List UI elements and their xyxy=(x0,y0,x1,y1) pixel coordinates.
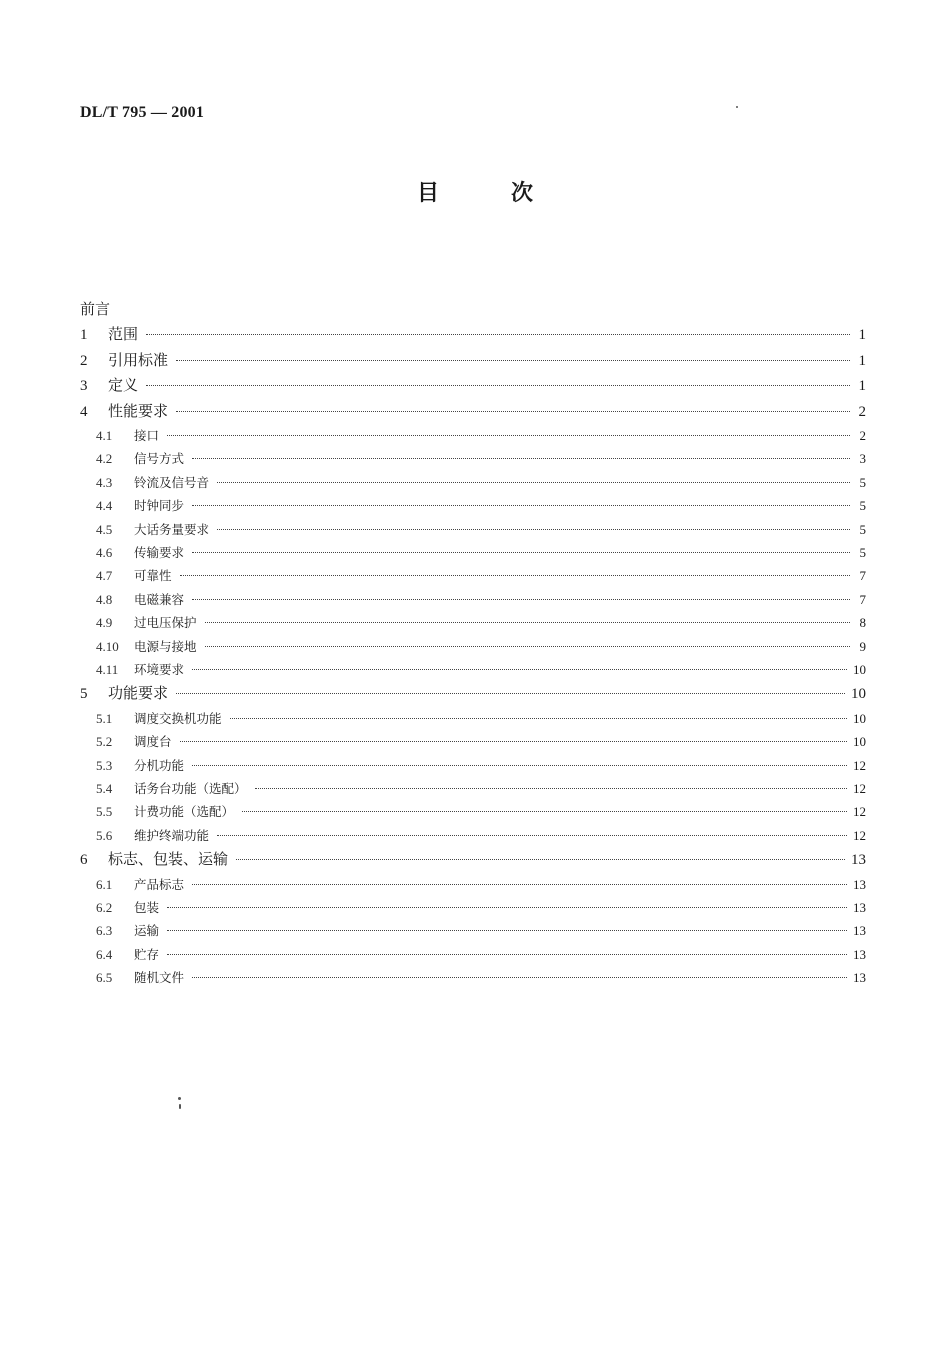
toc-entry[interactable] xyxy=(80,564,866,587)
toc-entry[interactable] xyxy=(80,847,866,873)
toc-entry-number: 5.6 xyxy=(96,827,113,843)
toc-entry-number: 3 xyxy=(80,378,88,394)
toc-entry-label: 话务台功能（选配） xyxy=(134,780,247,796)
toc-entry-page: 13 xyxy=(853,900,866,916)
toc-entry-label: 接口 xyxy=(134,428,160,443)
toc-entry-number: 2 xyxy=(80,352,88,369)
toc-entry[interactable] xyxy=(80,588,866,611)
dot-leader xyxy=(167,435,850,436)
toc-entry[interactable] xyxy=(80,348,866,374)
toc-entry-number: 4.7 xyxy=(96,568,113,584)
toc-entry-number: 5.1 xyxy=(96,710,113,726)
toc-entry-label: 定义 xyxy=(108,376,139,394)
toc-entry-number: 4.2 xyxy=(96,451,113,467)
toc-entry[interactable] xyxy=(80,824,866,847)
toc-entry-page: 5 xyxy=(859,474,866,490)
dot-leader xyxy=(205,622,850,623)
toc-entry-page: 12 xyxy=(853,757,866,773)
scan-speck xyxy=(179,1104,181,1109)
toc-entry-page: 5 xyxy=(859,498,866,514)
toc-entry-page: 10 xyxy=(853,661,866,677)
toc-entry-label: 性能要求 xyxy=(108,401,169,420)
dot-leader xyxy=(167,907,847,908)
toc-entry-label: 可靠性 xyxy=(134,568,172,584)
toc-entry-label: 随机文件 xyxy=(134,970,185,986)
toc-entry-page: 13 xyxy=(853,923,866,939)
toc-entry[interactable] xyxy=(80,873,866,896)
toc-entry[interactable] xyxy=(80,658,866,681)
toc-entry-label: 调度交换机功能 xyxy=(134,710,222,726)
toc-entry-page: 13 xyxy=(853,876,866,892)
dot-leader xyxy=(192,977,847,978)
toc-entry[interactable] xyxy=(80,800,866,823)
toc-entry[interactable] xyxy=(80,399,866,425)
toc-entry-number: 6.4 xyxy=(96,946,113,962)
dot-leader xyxy=(180,741,847,742)
table-of-contents xyxy=(80,298,866,990)
title-char-2: 次 xyxy=(511,181,534,206)
dot-leader xyxy=(167,930,847,931)
dot-leader xyxy=(167,954,847,955)
toc-entry-page: 8 xyxy=(859,615,866,631)
toc-entry-page: 10 xyxy=(853,734,866,750)
toc-entry-number: 6.5 xyxy=(96,970,113,986)
dot-leader xyxy=(205,646,850,647)
toc-entry[interactable] xyxy=(80,919,866,942)
toc-entry-page: 5 xyxy=(859,544,866,560)
dot-leader xyxy=(192,599,850,600)
toc-entry-number: 4.11 xyxy=(96,661,119,677)
toc-entry-number: 4.5 xyxy=(96,521,113,537)
toc-entry-label: 功能要求 xyxy=(108,684,169,703)
dot-leader xyxy=(146,334,850,335)
dot-leader xyxy=(217,529,850,530)
toc-entry[interactable] xyxy=(80,424,866,447)
toc-entry-number: 5.2 xyxy=(96,734,113,750)
toc-entry-page: 12 xyxy=(853,804,866,820)
toc-entry-label: 大话务量要求 xyxy=(134,521,210,537)
toc-entry-number: 4.9 xyxy=(96,615,113,631)
toc-entry[interactable] xyxy=(80,681,866,707)
dot-leader xyxy=(192,552,850,553)
toc-entry-label: 产品标志 xyxy=(134,876,185,892)
toc-entry-label: 电源与接地 xyxy=(134,638,197,654)
toc-entry-label: 铃流及信号音 xyxy=(134,474,210,490)
toc-entry-page: 1 xyxy=(858,378,866,394)
dot-leader xyxy=(255,788,847,789)
toc-entry-label: 过电压保护 xyxy=(134,615,197,631)
toc-entry-label: 引用标准 xyxy=(108,350,169,369)
scan-speck xyxy=(178,1097,181,1100)
dot-leader xyxy=(192,458,850,459)
title-char-1: 目 xyxy=(416,181,439,206)
toc-entry[interactable] xyxy=(80,471,866,494)
toc-entry-number: 4.6 xyxy=(96,544,113,560)
toc-entry-label: 计费功能（选配） xyxy=(134,804,235,820)
toc-entry-page: 12 xyxy=(853,827,866,843)
dot-leader xyxy=(192,765,847,766)
page-title xyxy=(0,176,950,207)
toc-entry[interactable] xyxy=(80,494,866,517)
dot-leader xyxy=(192,884,847,885)
dot-leader xyxy=(176,360,850,361)
standard-code: DL/T 795 — 2001 xyxy=(80,104,205,121)
toc-entry[interactable] xyxy=(80,754,866,777)
toc-entry-label: 标志、包装、运输 xyxy=(108,850,229,869)
toc-entry-page: 3 xyxy=(859,451,866,467)
dot-leader xyxy=(176,411,850,412)
dot-leader xyxy=(230,718,847,719)
toc-entry-label: 电磁兼容 xyxy=(134,591,185,607)
toc-entry-number: 4.3 xyxy=(96,474,113,490)
dot-leader xyxy=(192,505,850,506)
toc-entry-page: 7 xyxy=(859,568,866,584)
toc-entry-page: 10 xyxy=(853,710,866,726)
toc-entries xyxy=(80,322,866,990)
toc-entry-page: 12 xyxy=(853,780,866,796)
toc-entry-number: 4.10 xyxy=(96,638,119,654)
toc-entry-label: 信号方式 xyxy=(134,451,185,467)
dot-leader xyxy=(236,859,845,860)
toc-entry-number: 5 xyxy=(80,686,88,703)
toc-entry[interactable] xyxy=(80,966,866,989)
toc-entry-page: 7 xyxy=(859,591,866,607)
toc-entry[interactable] xyxy=(80,635,866,658)
toc-entry-page: 13 xyxy=(851,852,866,869)
toc-entry-page: 2 xyxy=(858,403,866,420)
toc-preface[interactable]: 前言 xyxy=(80,300,111,318)
toc-entry[interactable] xyxy=(80,777,866,800)
dot-leader xyxy=(176,693,845,694)
toc-entry-label: 贮存 xyxy=(134,946,160,962)
toc-entry-number: 5.3 xyxy=(96,757,113,773)
toc-entry[interactable] xyxy=(80,730,866,753)
toc-entry-label: 调度台 xyxy=(134,734,172,750)
toc-entry-label: 包装 xyxy=(134,900,160,916)
dot-leader xyxy=(217,482,850,483)
toc-entry-page: 5 xyxy=(859,521,866,537)
toc-entry-label: 范围 xyxy=(108,325,139,343)
toc-entry-number: 4 xyxy=(80,403,88,420)
toc-entry-label: 运输 xyxy=(134,923,160,939)
toc-entry-page: 10 xyxy=(851,686,866,703)
toc-entry-number: 4.1 xyxy=(96,428,113,443)
toc-entry[interactable] xyxy=(80,611,866,634)
toc-entry[interactable] xyxy=(80,322,866,348)
toc-entry[interactable] xyxy=(80,707,866,730)
toc-entry-number: 6 xyxy=(80,852,88,869)
toc-entry[interactable] xyxy=(80,943,866,966)
toc-entry-page: 13 xyxy=(853,970,866,986)
toc-entry[interactable] xyxy=(80,518,866,541)
dot-leader xyxy=(146,385,850,386)
toc-entry-label: 时钟同步 xyxy=(134,498,185,514)
toc-entry[interactable] xyxy=(80,541,866,564)
toc-entry-page: 1 xyxy=(858,352,866,369)
toc-entry-label: 传输要求 xyxy=(134,544,185,560)
toc-entry-number: 4.8 xyxy=(96,591,113,607)
toc-entry[interactable] xyxy=(80,447,866,470)
toc-entry-number: 6.3 xyxy=(96,923,113,939)
toc-entry-label: 维护终端功能 xyxy=(134,827,210,843)
scan-speck xyxy=(736,106,738,108)
toc-entry-number: 6.1 xyxy=(96,876,113,892)
toc-entry[interactable] xyxy=(80,896,866,919)
toc-entry-number: 5.4 xyxy=(96,780,113,796)
toc-entry[interactable] xyxy=(80,373,866,399)
toc-entry-page: 1 xyxy=(858,327,866,343)
dot-leader xyxy=(217,835,847,836)
toc-entry-page: 9 xyxy=(859,638,866,654)
toc-entry-label: 分机功能 xyxy=(134,757,185,773)
toc-entry-number: 6.2 xyxy=(96,900,113,916)
toc-entry-number: 5.5 xyxy=(96,804,113,820)
toc-entry-number: 1 xyxy=(80,327,88,343)
toc-entry-page: 13 xyxy=(853,946,866,962)
dot-leader xyxy=(180,575,850,576)
toc-entry-label: 环境要求 xyxy=(134,661,185,677)
toc-entry-page: 2 xyxy=(859,428,866,443)
dot-leader xyxy=(242,811,847,812)
toc-entry-number: 4.4 xyxy=(96,498,113,514)
dot-leader xyxy=(192,669,847,670)
